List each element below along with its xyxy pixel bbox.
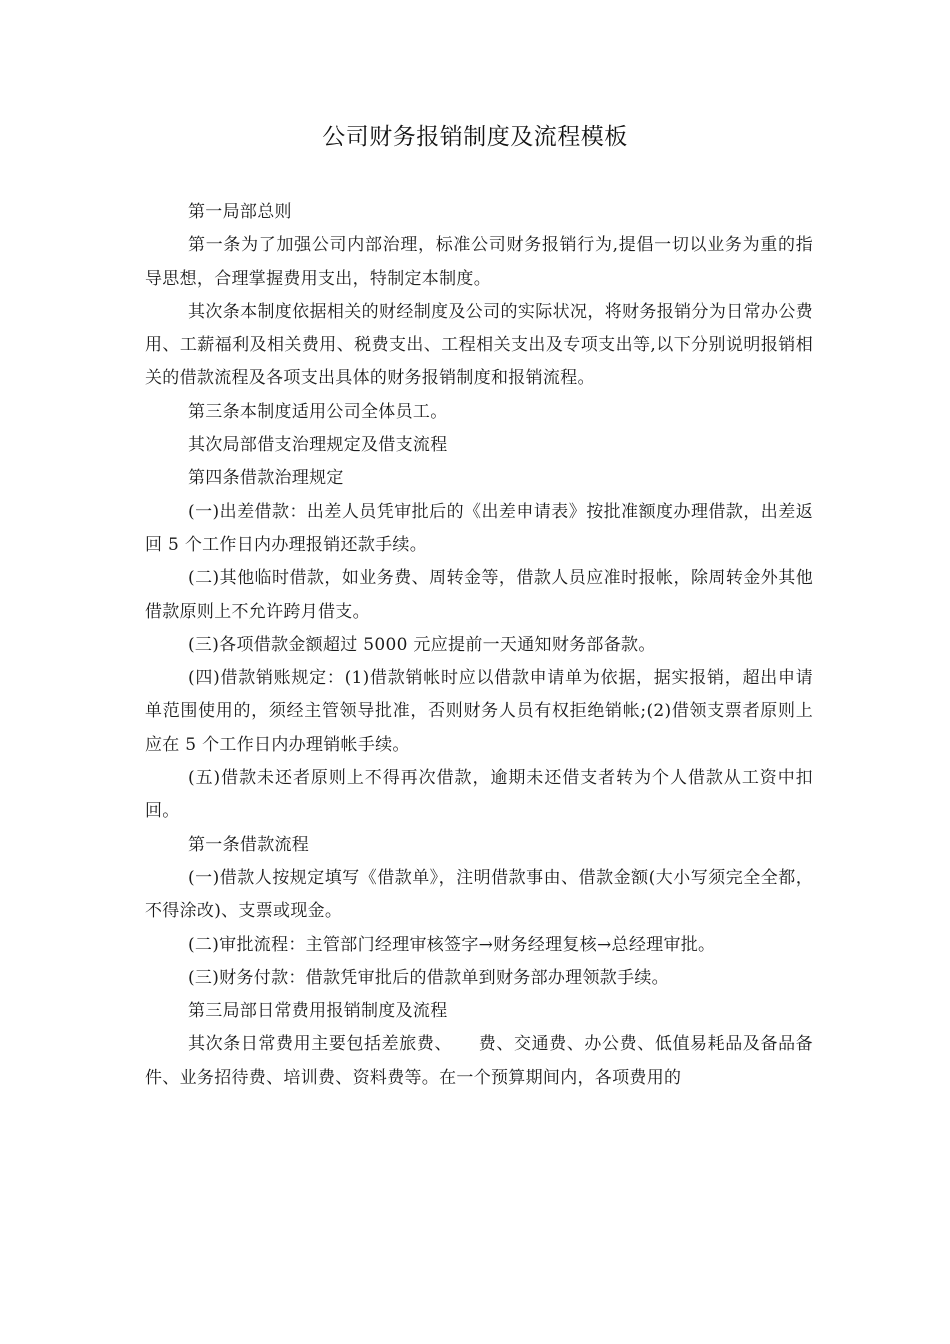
- article-heading: 第一条借款流程: [188, 834, 310, 855]
- article-paragraph: 其次条本制度依据相关的财经制度及公司的实际状况，将财务报销分为日常办公费用、工薪福利及相关费用、税费支出、工程相关支出及专项支出等,以下分别说明报销相关的借款流程及各项支出具体的财务报销制度和报销流程。: [145, 301, 813, 389]
- clause-paragraph: (一)出差借款：出差人员凭审批后的《出差申请表》按批准额度办理借款，出差返回 5 个工作日内办理报销还款手续。: [145, 501, 813, 555]
- section-heading-loans: 其次局部借支治理规定及借支流程: [188, 435, 448, 456]
- section-heading-daily-expenses: 第三局部日常费用报销制度及流程: [188, 1001, 448, 1022]
- document-title: 公司财务报销制度及流程模板: [322, 124, 628, 150]
- clause-paragraph: (五)借款未还者原则上不得再次借款，逾期未还借支者转为个人借款从工资中扣回。: [145, 768, 813, 822]
- article-heading: 第四条借款治理规定: [188, 468, 344, 489]
- section-heading-general: 第一局部总则: [188, 202, 292, 222]
- article-paragraph: 第一条为了加强公司内部治理，标准公司财务报销行为,提倡一切以业务为重的指导思想，合理掌握费用支出，特制定本制度。: [145, 235, 813, 289]
- article-paragraph: 其次条日常费用主要包括差旅费、 费、交通费、办公费、低值易耗品及备品备件、业务招待费、培训费、资料费等。在一个预算期间内，各项费用的: [145, 1034, 813, 1088]
- clause-paragraph: (四)借款销账规定：(1)借款销帐时应以借款申请单为依据，据实报销，超出申请单范围使用的，须经主管领导批准，否则财务人员有权拒绝销帐;(2)借领支票者原则上应在 5 个工作日内办理销帐手续。: [145, 668, 813, 755]
- clause-paragraph: (三)各项借款金额超过 5000 元应提前一天通知财务部备款。: [188, 634, 656, 655]
- document-body: [145, 196, 813, 1095]
- clause-paragraph: (二)审批流程：主管部门经理审核签字→财务经理复核→总经理审批。: [188, 934, 716, 955]
- clause-paragraph: (一)借款人按规定填写《借款单》，注明借款事由、借款金额(大小写须完全全都，不得涂改)、支票或现金。: [145, 867, 813, 922]
- article-paragraph: 第三条本制度适用公司全体员工。: [188, 401, 448, 422]
- clause-paragraph: (三)财务付款：借款凭审批后的借款单到财务部办理领款手续。: [188, 967, 669, 988]
- clause-paragraph: (二)其他临时借款，如业务费、周转金等，借款人员应准时报帐，除周转金外其他借款原则上不允许跨月借支。: [145, 568, 813, 622]
